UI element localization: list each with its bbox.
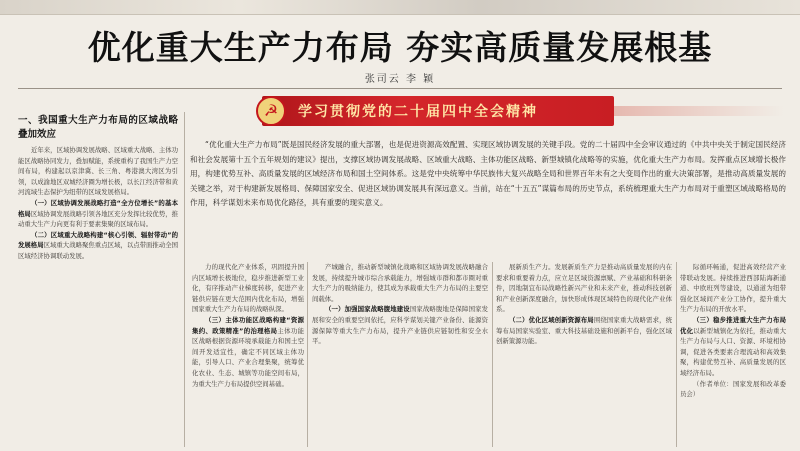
column-2 bbox=[192, 262, 304, 447]
column-divider bbox=[676, 262, 677, 447]
subsection-heading: （二）优化区域创新资源布局 bbox=[509, 315, 594, 324]
subsection-heading: （三）主体功能区战略构建“资源集约、政策精准”的治理格局 bbox=[192, 315, 304, 335]
column-divider bbox=[184, 112, 185, 447]
banner-title: 学习贯彻党的二十届四中全会精神 bbox=[298, 104, 538, 120]
abstract-text: “优化重大生产力布局”既是国民经济发展的重大部署，也是促进资源高效配置、实现区域协调发展的关键手段。党的二十届四中全会审议通过的《中共中央关于制定国民经济和社会发展第十五个五年规划的建议》提出，支撑区域协调发展战略、区域重大战略、主体功能区战略、新型城镇化战略等的实施，优化重大生产力布局。发挥重点区域增长极作用，构建优势互补、高质量发展的区域经济布局和国土空间体系。这是党中央统筹中华民族伟大复兴战略全局和世界百年未有之大变局作出的重大决策部署，是推动高质量发展的关键之举，对于构建新发展格局、保障国家安全、促进区域协调发展具有深远意义。当前，站在“十五五”谋篇布局的历史节点，系统梳理重大生产力布局对于重塑区域战略格局的作用，科学谋划未来布局优化路径，具有重要的现实意义。 bbox=[190, 140, 786, 207]
section-heading: 一、我国重大生产力布局的区域战略叠加效应 bbox=[18, 115, 178, 140]
paragraph: 力的现代化产业体系，巩固提升国内区域增长极地位，稳步推进新型工业化，有序推动产业梯度转移，促进产业链供应链在更大范围内优化布局，增强国家重大生产力布局的战略纵深。 bbox=[192, 263, 304, 314]
subsection-heading: （一）区域协调发展战略打造“全方位增长”的基本格局 bbox=[18, 198, 178, 218]
paragraph: 产城融合，推动新型城镇化战略和区域协调发展战略融合发展，持续提升城市综合承载能力，增强城市群和都市圈对重大生产力的吸纳能力，使其成为承载重大生产力布局的主要空间载体。 bbox=[312, 263, 488, 303]
column-1 bbox=[18, 112, 178, 447]
subsection-heading: （三）稳步推进重大生产力布局优化 bbox=[680, 315, 786, 335]
author-byline: 张司云 李 颖 bbox=[364, 74, 436, 85]
column-divider bbox=[307, 262, 308, 447]
column-4 bbox=[496, 262, 672, 447]
column-3 bbox=[312, 262, 488, 447]
paragraph: 以新型城镇化为依托，推动重大生产力布局与人口、资源、环境相协调，促进各类要素合理流动和高效集聚，构建优势互补、高质量发展的区域经济布局。 bbox=[680, 326, 786, 377]
page-headline: 优化重大生产力布局 夯实高质量发展根基 bbox=[87, 28, 713, 67]
party-emblem-icon: ☭ bbox=[256, 96, 286, 126]
paragraph: 近年来，区域协调发展战略、区域重大战略、主体功能区战略协同发力，叠加赋能，系统重构了我国生产力空间布局，构建起以京津冀、长三角、粤港澳大湾区为引领，以成渝地区双城经济圈为增长极，以长江经济带和黄河流域生态保护为纽带的区域发展格局。 bbox=[18, 146, 178, 197]
subsection-heading: （一）加强国家战略腹地建设 bbox=[325, 305, 410, 314]
subsection-heading: （二）区域重大战略构建“核心引领、辐射带动”的发展格局 bbox=[18, 230, 178, 250]
column-divider bbox=[492, 262, 493, 447]
divider bbox=[18, 88, 782, 89]
paragraph: 主体功能区战略根据资源环境承载能力和国土空间开发适宜性，确定不同区域主体功能，引导人口、产业合理集聚，统筹优化农业、生态、城镇等功能空间布局，为重大生产力布局提供空间基础。 bbox=[192, 326, 304, 388]
paragraph: 际循环畅通，促进高效经营产业带联动发展。持续推进西部陆海新通道、中欧班列等建设，以通道为纽带强化区域间产业分工协作，提升重大生产力布局的开放水平。 bbox=[680, 263, 786, 314]
author-note: （作者单位：国家发展和改革委员会） bbox=[680, 379, 786, 399]
top-decorative-strip bbox=[0, 0, 800, 15]
paragraph: 展新质生产力。发展新质生产力是推动高质量发展的内在要求和重要着力点，应立足区域资源禀赋、产业基础和科研条件，因地制宜布局战略性新兴产业和未来产业，推动科技创新和产业创新深度融合，加快形成体现区域特色的现代化产业体系。 bbox=[496, 263, 672, 314]
paragraph: 区域协调发展战略引领各地区充分发挥比较优势，推动重大生产力向更有利于要素集聚的区域布局。 bbox=[18, 209, 178, 229]
column-5 bbox=[680, 112, 786, 447]
paragraph: 围绕国家重大战略需求，统筹布局国家实验室、重大科技基础设施和创新平台，强化区域创新策源功能。 bbox=[496, 315, 672, 346]
paragraph: 区域重大战略聚焦重点区域，以点带面推动全国区域经济协调联动发展。 bbox=[18, 241, 178, 260]
paragraph: 国家战略腹地是保障国家发展和安全的重要空间依托，应科学谋划关键产业备份、能源资源保障等重大生产力布局，提升产业链供应链韧性和安全水平。 bbox=[312, 305, 488, 346]
